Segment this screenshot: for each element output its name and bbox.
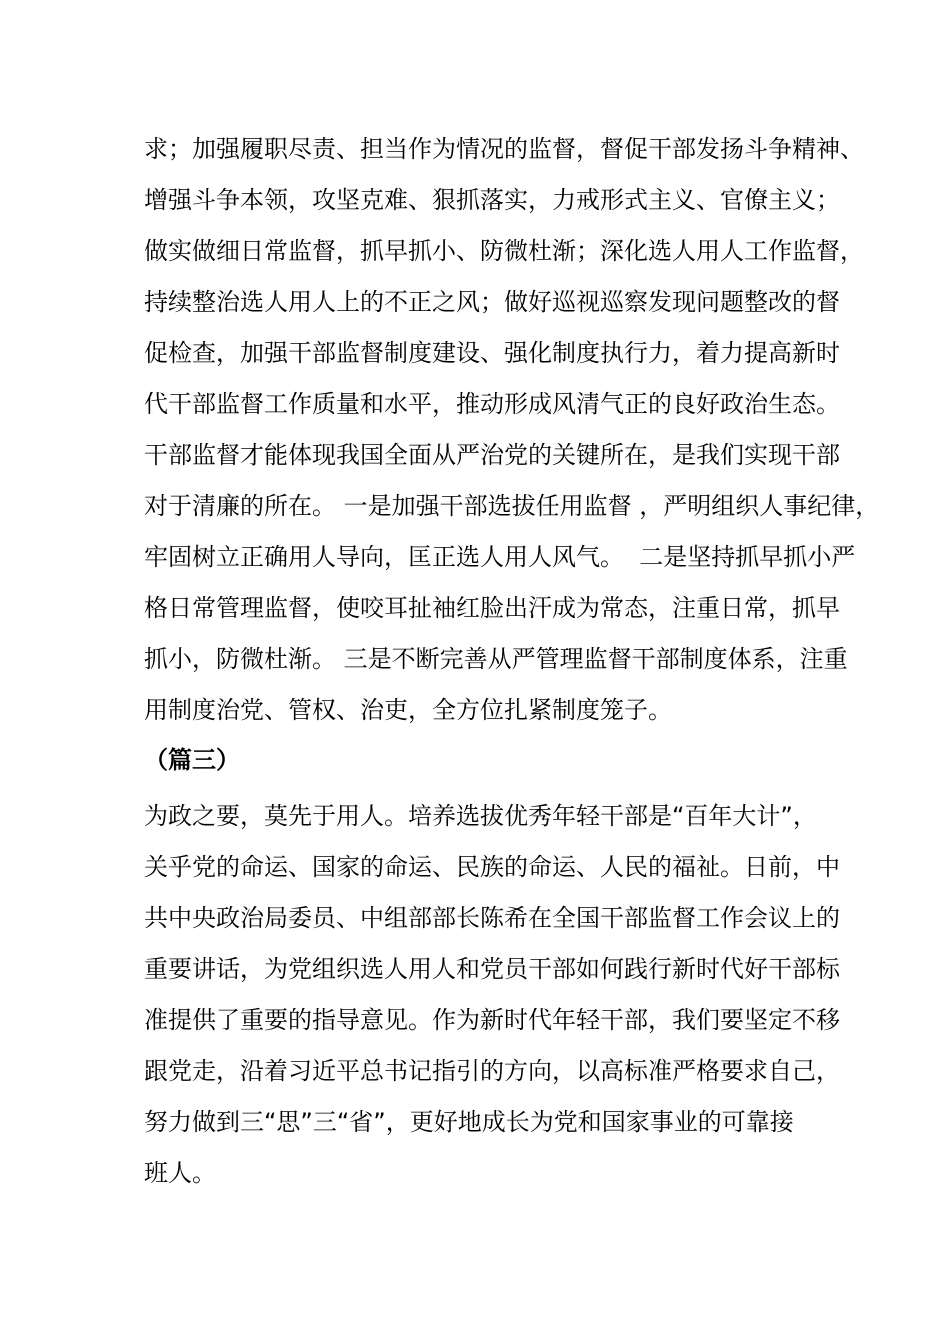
text-line: 共中央政治局委员、中组部部长陈希在全国干部监督工作会议上的 bbox=[144, 904, 840, 932]
text-line: 班人。 bbox=[144, 1159, 216, 1187]
text-line: 重要讲话，为党组织选人用人和党员干部如何践行新时代好干部标 bbox=[144, 955, 840, 983]
heading-text: （篇三） bbox=[144, 746, 240, 774]
text-line: 准提供了重要的指导意见。作为新时代年轻干部，我们要坚定不移 bbox=[144, 1006, 840, 1034]
text-line: 干部监督才能体现我国全面从严治党的关键所在，是我们实现干部 bbox=[144, 441, 840, 469]
text-line: 做实做细日常监督，抓早抓小、防微杜渐；深化选人用人工作监督， bbox=[144, 237, 864, 265]
text-line: 增强斗争本领，攻坚克难、狠抓落实，力戒形式主义、官僚主义； bbox=[144, 186, 840, 214]
paragraph-3 bbox=[144, 791, 840, 1199]
text-line: 关乎党的命运、国家的命运、民族的命运、人民的福祉。日前，中 bbox=[144, 853, 840, 881]
text-line: 代干部监督工作质量和水平，推动形成风清气正的良好政治生态。 bbox=[144, 390, 840, 418]
text-line: 跟党走，沿着习近平总书记指引的方向，以高标准严格要求自己， bbox=[144, 1057, 840, 1085]
paragraph-1 bbox=[144, 124, 864, 430]
text-line: 格日常管理监督，使咬耳扯袖红脸出汗成为常态，注重日常，抓早 bbox=[144, 594, 840, 622]
text-line: 持续整治选人用人上的不正之风；做好巡视巡察发现问题整改的督 bbox=[144, 288, 840, 316]
text-line: 对于清廉的所在。 一是加强干部选拔任用监督 ，严明组织人事纪律， bbox=[144, 492, 880, 520]
paragraph-2 bbox=[144, 430, 880, 736]
text-line: 用制度治党、管权、治吏，全方位扎紧制度笼子。 bbox=[144, 696, 672, 724]
text-line: 求；加强履职尽责、担当作为情况的监督，督促干部发扬斗争精神、 bbox=[144, 135, 864, 163]
text-line: 努力做到三“思”三“省”，更好地成长为党和国家事业的可靠接 bbox=[144, 1108, 794, 1136]
text-line: 抓小，防微杜渐。 三是不断完善从严管理监督干部制度体系，注重 bbox=[144, 645, 848, 673]
text-line: 为政之要，莫先于用人。培养选拔优秀年轻干部是“百年大计”， bbox=[144, 802, 817, 830]
text-line: 牢固树立正确用人导向，匡正选人用人风气。 二是坚持抓早抓小严 bbox=[144, 543, 856, 571]
text-line: 促检查，加强干部监督制度建设、强化制度执行力，着力提高新时 bbox=[144, 339, 840, 367]
section-heading bbox=[144, 735, 824, 786]
